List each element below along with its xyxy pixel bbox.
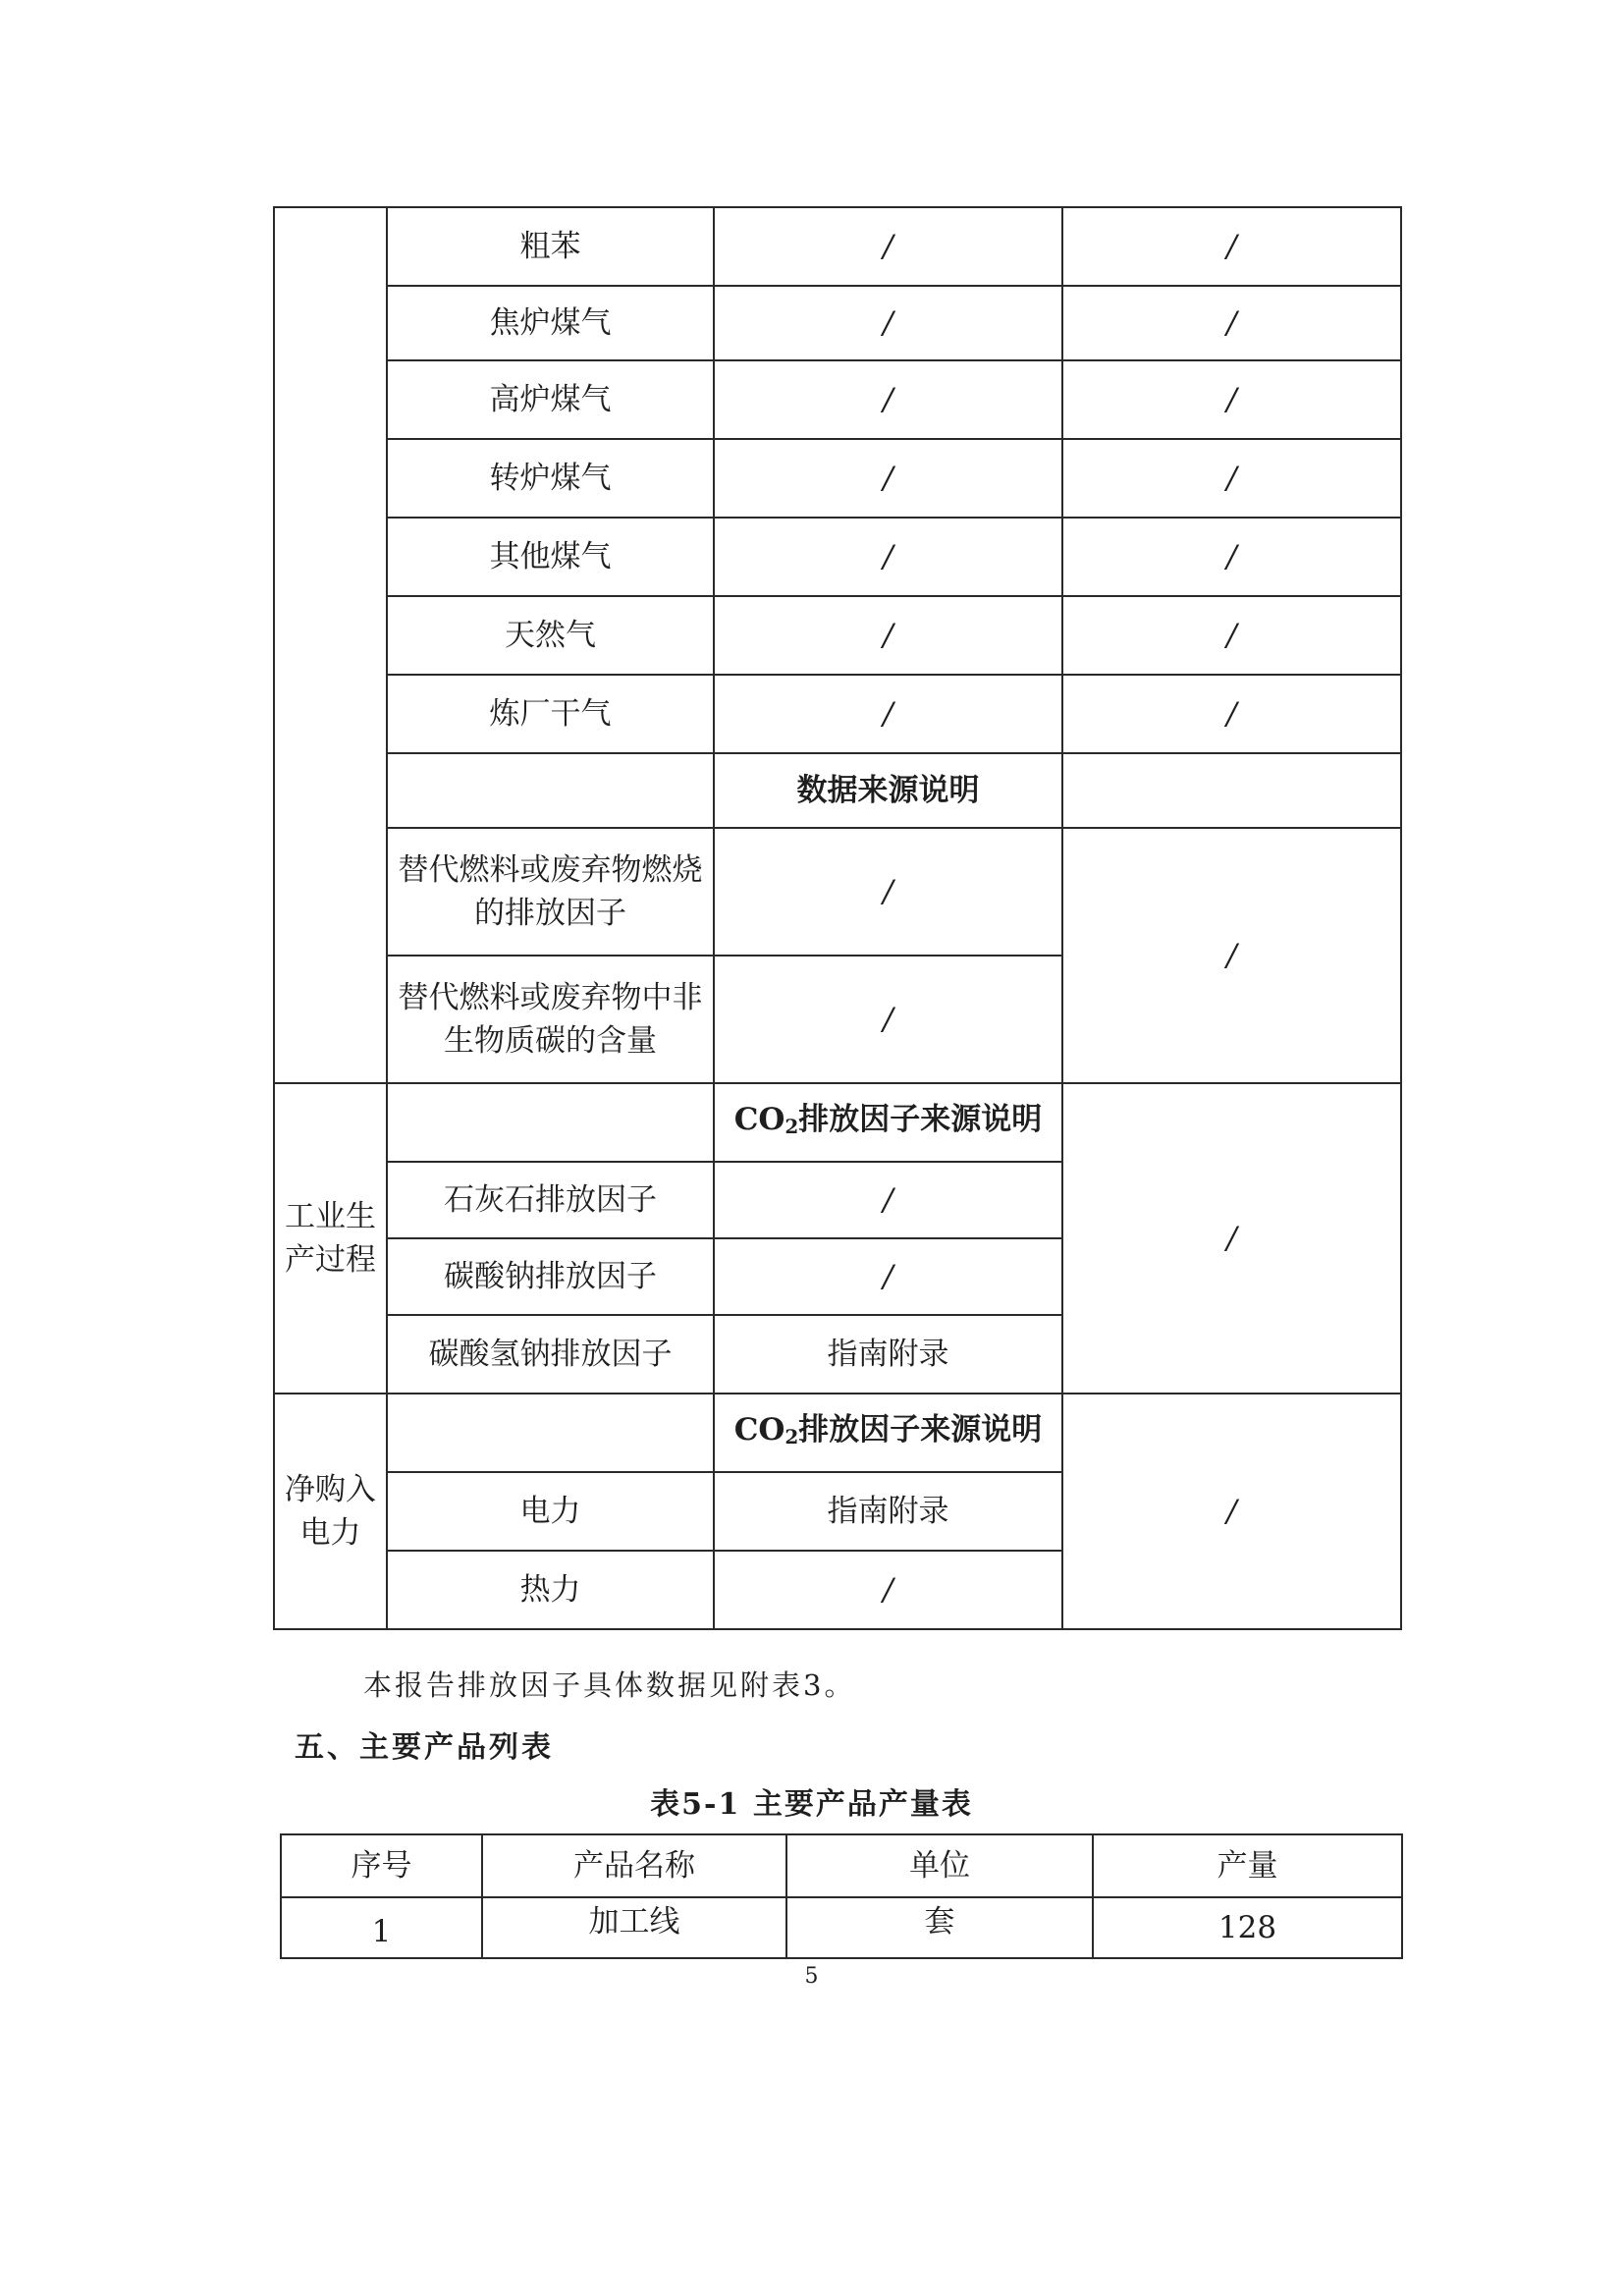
co2-subscript: 2 [784,1424,799,1449]
fuel-name: 高炉煤气 [387,360,714,439]
fuel-value: / [714,286,1062,360]
table-row [274,286,1401,360]
factor-value: / [714,1551,1062,1629]
column-header: 产量 [1093,1834,1402,1897]
fuel-value: / [714,207,1062,286]
electricity-merged-value: / [1062,1394,1401,1629]
table-caption: 表5-1 主要产品产量表 [650,1787,973,1822]
column-header: 产品名称 [482,1834,786,1897]
product-unit: 套 [786,1897,1093,1958]
product-number: 1 [281,1897,482,1958]
table-row [274,439,1401,518]
co2-source-header [714,1083,1062,1162]
industrial-merged-value: / [1062,1083,1401,1394]
co2-suffix: 排放因子来源说明 [798,1411,1043,1448]
category-purchased-power: 净购入电力 [274,1394,387,1629]
fuel-value: / [714,360,1062,439]
fuel-name: 粗苯 [387,207,714,286]
factor-value: / [714,1238,1062,1315]
fuel-name: 焦炉煤气 [387,286,714,360]
factor-name: 石灰石排放因子 [387,1162,714,1238]
fuel-value: / [1062,675,1401,753]
fuel-value: / [1062,360,1401,439]
fuel-value: / [714,439,1062,518]
column-header: 单位 [786,1834,1093,1897]
factor-value: / [714,1162,1062,1238]
fuel-value: / [714,518,1062,596]
factor-name: 热力 [387,1551,714,1629]
fuel-value: / [1062,439,1401,518]
alt-fuel-factor-name: 替代燃料或废弃物燃烧的排放因子 [387,828,714,956]
table-row [274,828,1401,956]
table-row [274,1394,1401,1472]
data-source-header: 数据来源说明 [714,753,1062,828]
table-row [281,1897,1402,1958]
factor-value: 指南附录 [714,1472,1062,1551]
page-number: 5 [804,1964,819,1989]
empty-cell [387,753,714,828]
empty-cell [1062,753,1401,828]
table-row [274,1083,1401,1162]
table-row [274,596,1401,675]
column-header: 序号 [281,1834,482,1897]
table-header-row [281,1834,1402,1897]
fuel-value: / [714,675,1062,753]
section-title: 五、主要产品列表 [295,1730,554,1765]
factor-name: 碳酸钠排放因子 [387,1238,714,1315]
fuel-name: 转炉煤气 [387,439,714,518]
fuel-value: / [1062,286,1401,360]
product-output: 128 [1093,1897,1402,1958]
products-table [280,1833,1403,1959]
co2-prefix: CO [733,1411,785,1448]
alt-fuel-merged-value: / [1062,828,1401,1083]
co2-source-header [714,1394,1062,1472]
fuel-value: / [1062,207,1401,286]
category-industrial-process: 工业生产过程 [274,1083,387,1394]
table-row [274,675,1401,753]
co2-subscript: 2 [784,1114,799,1138]
alt-fuel-carbon-name: 替代燃料或废弃物中非生物质碳的含量 [387,956,714,1083]
fuel-value: / [1062,518,1401,596]
note-text: 本报告排放因子具体数据见附表3。 [363,1668,856,1702]
fuel-name: 炼厂干气 [387,675,714,753]
factor-name: 电力 [387,1472,714,1551]
table-row [274,360,1401,439]
emission-factor-table [273,206,1402,1630]
alt-fuel-carbon-value: / [714,956,1062,1083]
table-row [274,207,1401,286]
fuel-value: / [714,596,1062,675]
fuel-value: / [1062,596,1401,675]
alt-fuel-factor-value: / [714,828,1062,956]
empty-cell [387,1394,714,1472]
fuel-name: 天然气 [387,596,714,675]
factor-name: 碳酸氢钠排放因子 [387,1315,714,1394]
co2-prefix: CO [733,1101,785,1137]
factor-value: 指南附录 [714,1315,1062,1394]
category-cell-fuel [274,207,387,1083]
product-name: 加工线 [482,1897,786,1958]
empty-cell [387,1083,714,1162]
fuel-name: 其他煤气 [387,518,714,596]
co2-suffix: 排放因子来源说明 [798,1101,1043,1137]
table-row [274,753,1401,828]
table-row [274,518,1401,596]
